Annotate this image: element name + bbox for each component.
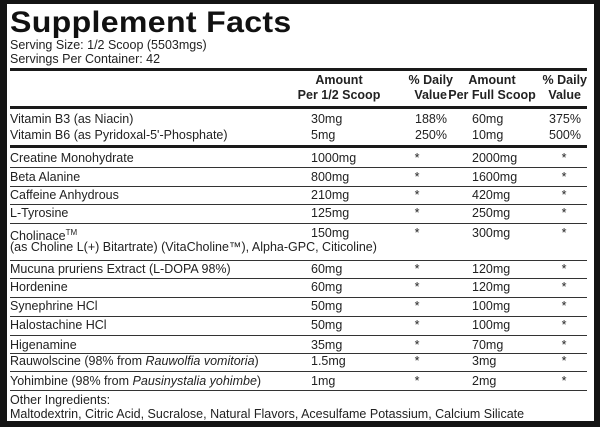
amount-full: 300mg bbox=[472, 226, 511, 240]
row-divider bbox=[10, 390, 587, 391]
ingredient-name bbox=[10, 354, 259, 368]
column-header-amount-half bbox=[289, 73, 389, 103]
header-line: Per 1/2 Scoop bbox=[297, 88, 381, 102]
ingredient-name: Mucuna pruriens Extract (L-DOPA 98%) bbox=[10, 262, 231, 276]
amount-full: 60mg bbox=[472, 112, 504, 126]
row-divider bbox=[10, 278, 587, 279]
row-divider bbox=[10, 186, 587, 187]
ingredient-name-text: ) bbox=[254, 354, 259, 368]
amount-half: 1000mg bbox=[311, 151, 357, 165]
amount-full: 250mg bbox=[472, 206, 511, 220]
header-line: Per Full Scoop bbox=[448, 88, 536, 102]
amount-half: 60mg bbox=[311, 262, 343, 276]
dv-half: * bbox=[414, 262, 420, 276]
serving-size: Serving Size: 1/2 Scoop (5503mgs) bbox=[10, 38, 207, 52]
amount-half: 150mg bbox=[311, 226, 350, 240]
amount-full: 10mg bbox=[472, 128, 504, 142]
ingredient-name: Beta Alanine bbox=[10, 170, 81, 184]
dv-half: * bbox=[414, 338, 420, 352]
amount-full: 120mg bbox=[472, 262, 511, 276]
dv-half: * bbox=[414, 206, 420, 220]
botanical-source: Pausinystalia yohimbe bbox=[132, 374, 257, 388]
header-line: Value bbox=[548, 88, 581, 102]
dv-full: * bbox=[561, 188, 567, 202]
nutrient-name: Vitamin B3 (as Niacin) bbox=[10, 112, 134, 126]
amount-full: 420mg bbox=[472, 188, 511, 202]
column-header-dv-full bbox=[535, 73, 587, 103]
dv-half: * bbox=[414, 226, 420, 240]
supplement-facts-panel bbox=[7, 4, 594, 421]
dv-full: 375% bbox=[549, 112, 581, 126]
ingredient-subtext: (as Choline L(+) Bitartrate) (VitaCholine™), Alpha-GPC, Citicoline) bbox=[10, 240, 377, 254]
dv-half: 188% bbox=[415, 112, 447, 126]
amount-half: 125mg bbox=[311, 206, 350, 220]
amount-half: 50mg bbox=[311, 299, 343, 313]
row-divider bbox=[10, 316, 587, 317]
amount-full: 120mg bbox=[472, 280, 511, 294]
ingredient-name: Caffeine Anhydrous bbox=[10, 188, 119, 202]
dv-full: * bbox=[561, 170, 567, 184]
trademark-mark: TM bbox=[65, 228, 78, 237]
ingredient-name-text: Cholinace bbox=[10, 229, 66, 243]
dv-full: * bbox=[561, 338, 567, 352]
dv-half: * bbox=[414, 299, 420, 313]
label-title: Supplement Facts bbox=[10, 6, 292, 39]
amount-half: 1.5mg bbox=[311, 354, 346, 368]
amount-half: 60mg bbox=[311, 280, 343, 294]
amount-half: 800mg bbox=[311, 170, 350, 184]
dv-half: * bbox=[414, 170, 420, 184]
servings-per-container: Servings Per Container: 42 bbox=[10, 52, 161, 66]
row-divider bbox=[10, 335, 587, 336]
amount-full: 100mg bbox=[472, 299, 511, 313]
dv-half: * bbox=[414, 318, 420, 332]
dv-full: 500% bbox=[549, 128, 581, 142]
ingredient-name: Higenamine bbox=[10, 338, 77, 352]
row-divider bbox=[10, 204, 587, 205]
ingredient-name bbox=[10, 374, 261, 388]
dv-full: * bbox=[561, 280, 567, 294]
divider-header bbox=[10, 106, 587, 109]
row-divider bbox=[10, 297, 587, 298]
amount-full: 3mg bbox=[472, 354, 497, 368]
ingredient-name: Hordenine bbox=[10, 280, 68, 294]
row-divider bbox=[10, 223, 587, 224]
amount-full: 100mg bbox=[472, 318, 511, 332]
header-line: Amount bbox=[468, 73, 516, 87]
dv-half: * bbox=[414, 280, 420, 294]
dv-full: * bbox=[561, 262, 567, 276]
other-ingredients-label: Other Ingredients: bbox=[10, 393, 111, 407]
amount-full: 2000mg bbox=[472, 151, 518, 165]
ingredient-name-text: Yohimbine (98% from bbox=[10, 374, 133, 388]
dv-full: * bbox=[561, 151, 567, 165]
botanical-source: Rauwolfia vomitoria bbox=[145, 354, 255, 368]
amount-half: 5mg bbox=[311, 128, 336, 142]
amount-full: 70mg bbox=[472, 338, 504, 352]
amount-half: 1mg bbox=[311, 374, 336, 388]
amount-half: 35mg bbox=[311, 338, 343, 352]
dv-half: * bbox=[414, 151, 420, 165]
divider-vitamins bbox=[10, 145, 587, 148]
header-line: Value bbox=[414, 88, 447, 102]
dv-full: * bbox=[561, 206, 567, 220]
ingredient-name: Halostachine HCl bbox=[10, 318, 107, 332]
ingredient-name: L-Tyrosine bbox=[10, 206, 69, 220]
row-divider bbox=[10, 167, 587, 168]
dv-full: * bbox=[561, 354, 567, 368]
dv-half: * bbox=[414, 188, 420, 202]
dv-half: * bbox=[414, 374, 420, 388]
dv-half: * bbox=[414, 354, 420, 368]
dv-full: * bbox=[561, 226, 567, 240]
amount-full: 2mg bbox=[472, 374, 497, 388]
divider-top bbox=[10, 68, 587, 71]
dv-half: 250% bbox=[415, 128, 447, 142]
header-line: % Daily bbox=[542, 73, 587, 87]
amount-half: 30mg bbox=[311, 112, 343, 126]
header-line: % Daily bbox=[408, 73, 453, 87]
amount-full: 1600mg bbox=[472, 170, 518, 184]
row-divider bbox=[10, 371, 587, 372]
ingredient-name-text: Rauwolscine (98% from bbox=[10, 354, 146, 368]
dv-full: * bbox=[561, 299, 567, 313]
dv-full: * bbox=[561, 318, 567, 332]
ingredient-name: Creatine Monohydrate bbox=[10, 151, 134, 165]
header-line: Amount bbox=[315, 73, 363, 87]
row-divider bbox=[10, 260, 587, 261]
amount-half: 210mg bbox=[311, 188, 350, 202]
dv-full: * bbox=[561, 374, 567, 388]
other-ingredients-list: Maltodextrin, Citric Acid, Sucralose, Natural Flavors, Acesulfame Potassium, Calcium Silicate bbox=[10, 407, 525, 421]
amount-half: 50mg bbox=[311, 318, 343, 332]
ingredient-name: Synephrine HCl bbox=[10, 299, 98, 313]
nutrient-name: Vitamin B6 (as Pyridoxal-5'-Phosphate) bbox=[10, 128, 228, 142]
ingredient-name-text: ) bbox=[256, 374, 262, 388]
column-header-amount-full bbox=[439, 73, 545, 103]
